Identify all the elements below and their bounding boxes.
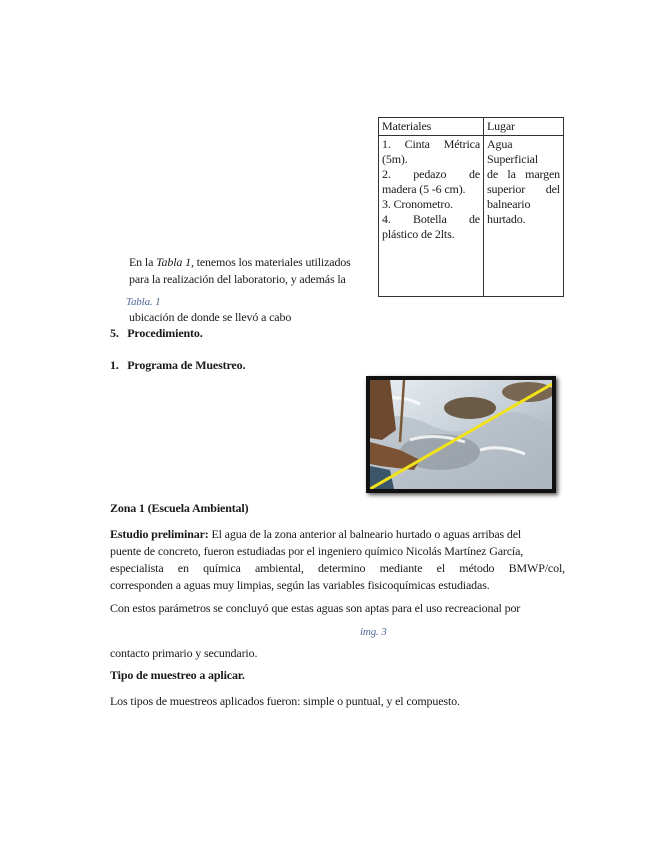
material-line: (5m). [382,152,408,166]
place-line: Superficial [487,152,538,166]
section-procedure: 5. Procedimiento. [110,326,203,340]
place-line: hurtado. [487,212,526,226]
place-line: Agua [487,137,513,151]
material-line: 3. Cronometro. [382,197,453,211]
sampling-photo [366,376,556,493]
preliminary-line-2: puente de concreto, fueron estudiadas por el ingeniero químico Nicolás Martínez García, [110,544,524,558]
material-line: 4. Botella de [382,212,480,226]
image-caption: img. 3 [360,626,387,638]
intro-line-1: En la Tabla 1, tenemos los materiales utilizados [129,255,351,269]
intro-line-3: ubicación de donde se llevó a cabo [129,310,292,324]
material-line: 2. pedazo de [382,167,480,181]
place-line: de la margen [487,167,560,181]
table-header-materials: Materiales [379,118,484,136]
material-line: madera (5 -6 cm). [382,182,466,196]
table-header-place: Lugar [484,118,564,136]
preliminary-label: Estudio preliminar: [110,527,209,541]
preliminary-line-3: especialista en química ambiental, determino mediante el método BMWP/col, [110,561,565,575]
sampling-type-title: Tipo de muestreo a aplicar. [110,668,245,682]
table-reference: Tabla 1, [156,255,194,269]
material-line: 1. Cinta Métrica [382,137,480,151]
place-line: superior del [487,182,560,196]
river-measurement-image [370,380,552,489]
intro-line-2: para la realización del laboratorio, y además la [129,272,346,286]
preliminary-line-4: corresponden a aguas muy limpias, según las variables fisicoquímicas estudiadas. [110,578,490,592]
material-line: plástico de 2lts. [382,227,455,241]
zone-heading: Zona 1 (Escuela Ambiental) [110,501,249,515]
table-caption: Tabla. 1 [126,296,161,308]
place-line: balneario [487,197,531,211]
preliminary-line-1: Estudio preliminar: El agua de la zona anterior al balneario hurtado o aguas arribas del [110,527,522,541]
conclusion-line-1: Con estos parámetros se concluyó que estas aguas son aptas para el uso recreacional por [110,601,521,615]
materials-table [378,117,564,297]
table-cell-place [484,136,564,297]
sampling-type-text: Los tipos de muestreos aplicados fueron: simple o puntual, y el compuesto. [110,694,460,708]
table-cell-materials [379,136,484,297]
section-sampling-program: 1. Programa de Muestreo. [110,358,246,372]
conclusion-line-2: contacto primario y secundario. [110,646,258,660]
